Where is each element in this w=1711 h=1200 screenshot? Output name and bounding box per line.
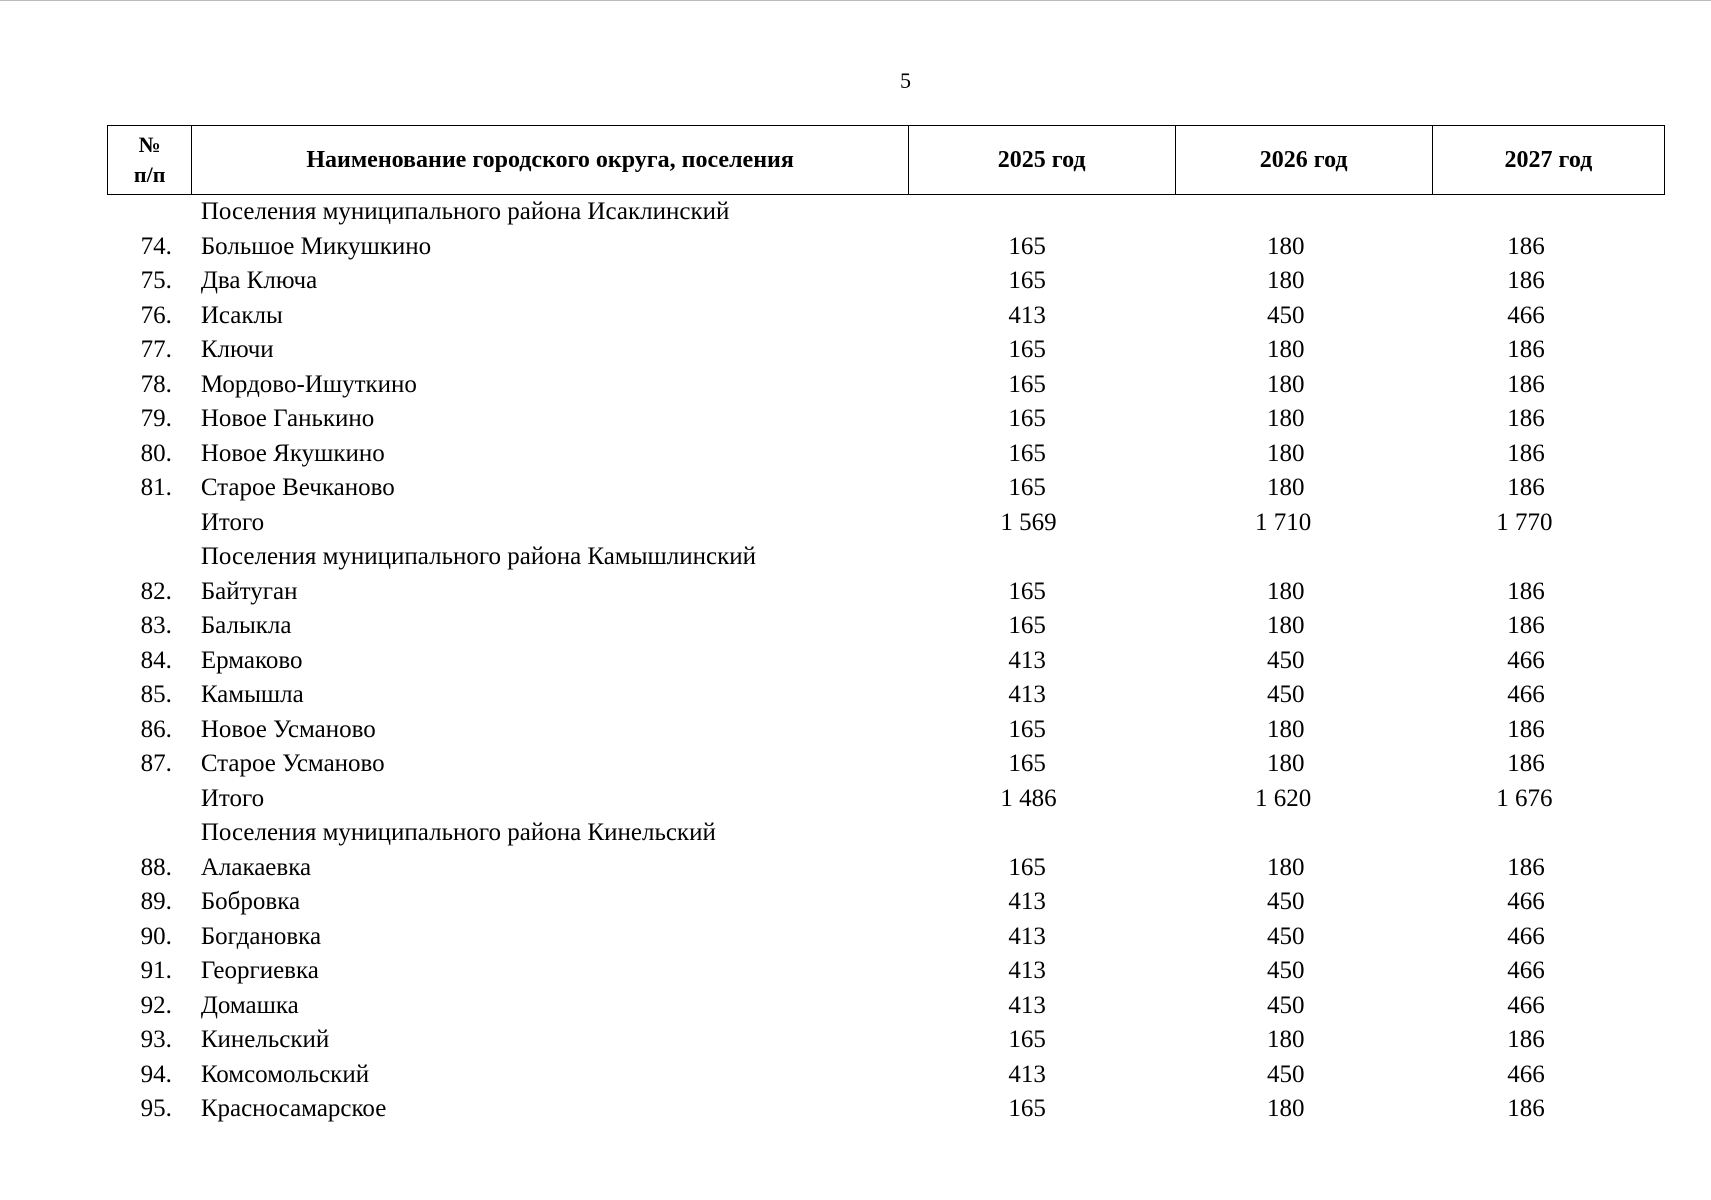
value-2027: 186 bbox=[1507, 370, 1545, 398]
value-2025 bbox=[908, 195, 1175, 230]
settlement-name: Бобровка bbox=[200, 888, 301, 916]
total-row bbox=[108, 782, 1665, 817]
row-number: 79. bbox=[140, 405, 172, 433]
value-2027 bbox=[1432, 540, 1664, 575]
value-2027: 186 bbox=[1507, 577, 1545, 605]
settlement-name: Мордово-Ишуткино bbox=[200, 370, 417, 398]
value-2025: 413 bbox=[1008, 957, 1046, 985]
value-2027: 186 bbox=[1507, 232, 1545, 260]
value-2025: 165 bbox=[1008, 715, 1046, 743]
value-2026: 1 710 bbox=[1255, 508, 1312, 536]
value-2026: 180 bbox=[1267, 336, 1305, 364]
table-row bbox=[108, 954, 1665, 989]
row-number: 85. bbox=[140, 681, 172, 709]
value-2025: 1 569 bbox=[1000, 508, 1057, 536]
settlement-name: Ермаково bbox=[200, 646, 303, 674]
settlement-name: Балыкла bbox=[200, 612, 292, 640]
header-row bbox=[108, 126, 1665, 195]
value-2027: 466 bbox=[1507, 646, 1545, 674]
value-2025: 165 bbox=[1008, 612, 1046, 640]
row-number bbox=[108, 195, 192, 230]
row-number: 82. bbox=[140, 577, 172, 605]
row-number: 84. bbox=[140, 646, 172, 674]
group-heading: Поселения муниципального района Исаклинский bbox=[200, 198, 730, 226]
value-2027: 186 bbox=[1507, 474, 1545, 502]
table-row bbox=[108, 575, 1665, 610]
settlement-name: Богдановка bbox=[200, 922, 322, 950]
table-row bbox=[108, 644, 1665, 679]
table-row bbox=[108, 713, 1665, 748]
table-row bbox=[108, 1023, 1665, 1058]
row-number bbox=[108, 782, 192, 817]
value-2025: 165 bbox=[1008, 267, 1046, 295]
table-row bbox=[108, 402, 1665, 437]
group-heading: Поселения муниципального района Кинельский bbox=[200, 819, 716, 847]
value-2026: 180 bbox=[1267, 370, 1305, 398]
value-2026: 450 bbox=[1267, 922, 1305, 950]
value-2027: 466 bbox=[1507, 1060, 1545, 1088]
header-name: Наименование городского округа, поселения bbox=[192, 126, 909, 195]
value-2027: 186 bbox=[1507, 612, 1545, 640]
value-2026: 450 bbox=[1267, 888, 1305, 916]
value-2025: 165 bbox=[1008, 405, 1046, 433]
table-body bbox=[108, 195, 1665, 1127]
value-2025: 413 bbox=[1008, 1060, 1046, 1088]
value-2025 bbox=[908, 816, 1175, 851]
settlement-name: Новое Усманово bbox=[200, 715, 376, 743]
value-2027: 466 bbox=[1507, 991, 1545, 1019]
value-2025: 165 bbox=[1008, 853, 1046, 881]
row-number: 91. bbox=[140, 957, 172, 985]
value-2026: 180 bbox=[1267, 405, 1305, 433]
value-2026: 1 620 bbox=[1255, 784, 1312, 812]
value-2026: 180 bbox=[1267, 439, 1305, 467]
value-2026: 180 bbox=[1267, 715, 1305, 743]
value-2025: 413 bbox=[1008, 922, 1046, 950]
row-number: 89. bbox=[140, 888, 172, 916]
settlement-name: Кинельский bbox=[200, 1026, 330, 1054]
value-2027: 466 bbox=[1507, 301, 1545, 329]
value-2026: 180 bbox=[1267, 474, 1305, 502]
value-2027: 186 bbox=[1507, 336, 1545, 364]
value-2026 bbox=[1175, 195, 1432, 230]
value-2027: 1 770 bbox=[1496, 508, 1553, 536]
value-2026: 180 bbox=[1267, 267, 1305, 295]
total-label: Итого bbox=[200, 508, 265, 536]
value-2027: 186 bbox=[1507, 750, 1545, 778]
table-row bbox=[108, 333, 1665, 368]
value-2025: 1 486 bbox=[1000, 784, 1057, 812]
value-2026: 450 bbox=[1267, 957, 1305, 985]
row-number: 93. bbox=[140, 1026, 172, 1054]
value-2025: 165 bbox=[1008, 474, 1046, 502]
group-heading-row bbox=[108, 540, 1665, 575]
value-2025: 413 bbox=[1008, 681, 1046, 709]
settlement-name: Домашка bbox=[200, 991, 299, 1019]
value-2027: 1 676 bbox=[1496, 784, 1553, 812]
row-number bbox=[108, 506, 192, 541]
value-2027: 186 bbox=[1507, 267, 1545, 295]
value-2025: 413 bbox=[1008, 301, 1046, 329]
row-number: 78. bbox=[140, 370, 172, 398]
value-2027: 466 bbox=[1507, 922, 1545, 950]
table-row bbox=[108, 230, 1665, 265]
header-2026: 2026 год bbox=[1175, 126, 1432, 195]
settlements-table bbox=[107, 125, 1665, 1127]
row-number bbox=[108, 816, 192, 851]
value-2027: 466 bbox=[1507, 681, 1545, 709]
header-number-symbol: № bbox=[138, 132, 161, 157]
settlement-name: Камышла bbox=[200, 681, 304, 709]
value-2027 bbox=[1432, 816, 1664, 851]
total-row bbox=[108, 506, 1665, 541]
settlement-name: Байтуган bbox=[200, 577, 298, 605]
table-row bbox=[108, 299, 1665, 334]
table-row bbox=[108, 747, 1665, 782]
value-2027: 186 bbox=[1507, 853, 1545, 881]
value-2027: 186 bbox=[1507, 405, 1545, 433]
header-number bbox=[108, 126, 192, 195]
value-2025: 165 bbox=[1008, 439, 1046, 467]
value-2025: 165 bbox=[1008, 750, 1046, 778]
value-2025: 413 bbox=[1008, 991, 1046, 1019]
row-number: 90. bbox=[140, 922, 172, 950]
settlement-name: Красносамарское bbox=[200, 1095, 387, 1123]
value-2025: 165 bbox=[1008, 1026, 1046, 1054]
value-2025: 165 bbox=[1008, 577, 1046, 605]
value-2026: 450 bbox=[1267, 991, 1305, 1019]
value-2025: 413 bbox=[1008, 888, 1046, 916]
row-number: 77. bbox=[140, 336, 172, 364]
table-row bbox=[108, 989, 1665, 1024]
value-2026: 180 bbox=[1267, 232, 1305, 260]
row-number: 83. bbox=[140, 612, 172, 640]
value-2026 bbox=[1175, 540, 1432, 575]
value-2027: 466 bbox=[1507, 957, 1545, 985]
value-2027: 186 bbox=[1507, 715, 1545, 743]
header-2027: 2027 год bbox=[1432, 126, 1664, 195]
value-2026: 450 bbox=[1267, 301, 1305, 329]
table-row bbox=[108, 885, 1665, 920]
group-heading-row bbox=[108, 195, 1665, 230]
value-2026: 450 bbox=[1267, 1060, 1305, 1088]
table-row bbox=[108, 609, 1665, 644]
table-row bbox=[108, 678, 1665, 713]
row-number: 80. bbox=[140, 439, 172, 467]
header-2025: 2025 год bbox=[908, 126, 1175, 195]
row-number: 92. bbox=[140, 991, 172, 1019]
settlement-name: Большое Микушкино bbox=[200, 232, 432, 260]
row-number: 88. bbox=[140, 853, 172, 881]
group-heading-row bbox=[108, 816, 1665, 851]
value-2025: 165 bbox=[1008, 1095, 1046, 1123]
value-2026: 180 bbox=[1267, 853, 1305, 881]
page-number bbox=[0, 68, 1711, 94]
table-row bbox=[108, 920, 1665, 955]
value-2026: 180 bbox=[1267, 1026, 1305, 1054]
value-2025: 165 bbox=[1008, 232, 1046, 260]
table-row bbox=[108, 264, 1665, 299]
settlement-name: Ключи bbox=[200, 336, 274, 364]
settlement-name: Комсомольский bbox=[200, 1060, 370, 1088]
row-number bbox=[108, 540, 192, 575]
value-2026: 180 bbox=[1267, 577, 1305, 605]
page-top-edge bbox=[0, 0, 1711, 1]
value-2026 bbox=[1175, 816, 1432, 851]
table-row bbox=[108, 471, 1665, 506]
row-number: 74. bbox=[140, 232, 172, 260]
value-2025: 165 bbox=[1008, 370, 1046, 398]
value-2026: 450 bbox=[1267, 681, 1305, 709]
row-number: 95. bbox=[140, 1095, 172, 1123]
settlement-name: Старое Вечканово bbox=[200, 474, 395, 502]
settlement-name: Два Ключа bbox=[200, 267, 318, 295]
value-2026: 180 bbox=[1267, 750, 1305, 778]
row-number: 81. bbox=[140, 474, 172, 502]
settlement-name: Новое Ганькино bbox=[200, 405, 375, 433]
value-2027 bbox=[1432, 195, 1664, 230]
row-number: 76. bbox=[140, 301, 172, 329]
settlement-name: Новое Якушкино bbox=[200, 439, 385, 467]
row-number: 75. bbox=[140, 267, 172, 295]
header-number-abbr: п/п bbox=[133, 162, 166, 187]
value-2026: 180 bbox=[1267, 1095, 1305, 1123]
row-number: 86. bbox=[140, 715, 172, 743]
table-header bbox=[108, 126, 1665, 195]
value-2025 bbox=[908, 540, 1175, 575]
table-row bbox=[108, 851, 1665, 886]
group-heading: Поселения муниципального района Камышлинский bbox=[200, 543, 756, 571]
settlement-name: Старое Усманово bbox=[200, 750, 385, 778]
table-row bbox=[108, 437, 1665, 472]
table-row bbox=[108, 1058, 1665, 1093]
value-2027: 186 bbox=[1507, 439, 1545, 467]
page-number-text: 5 bbox=[900, 68, 911, 93]
value-2026: 180 bbox=[1267, 612, 1305, 640]
row-number: 94. bbox=[140, 1060, 172, 1088]
settlement-name: Георгиевка bbox=[200, 957, 319, 985]
value-2027: 186 bbox=[1507, 1095, 1545, 1123]
table-row bbox=[108, 1092, 1665, 1127]
total-label: Итого bbox=[200, 784, 265, 812]
value-2027: 466 bbox=[1507, 888, 1545, 916]
row-number: 87. bbox=[140, 750, 172, 778]
table-row bbox=[108, 368, 1665, 403]
value-2026: 450 bbox=[1267, 646, 1305, 674]
value-2025: 165 bbox=[1008, 336, 1046, 364]
value-2027: 186 bbox=[1507, 1026, 1545, 1054]
settlement-name: Алакаевка bbox=[200, 853, 312, 881]
settlement-name: Исаклы bbox=[200, 301, 283, 329]
value-2025: 413 bbox=[1008, 646, 1046, 674]
